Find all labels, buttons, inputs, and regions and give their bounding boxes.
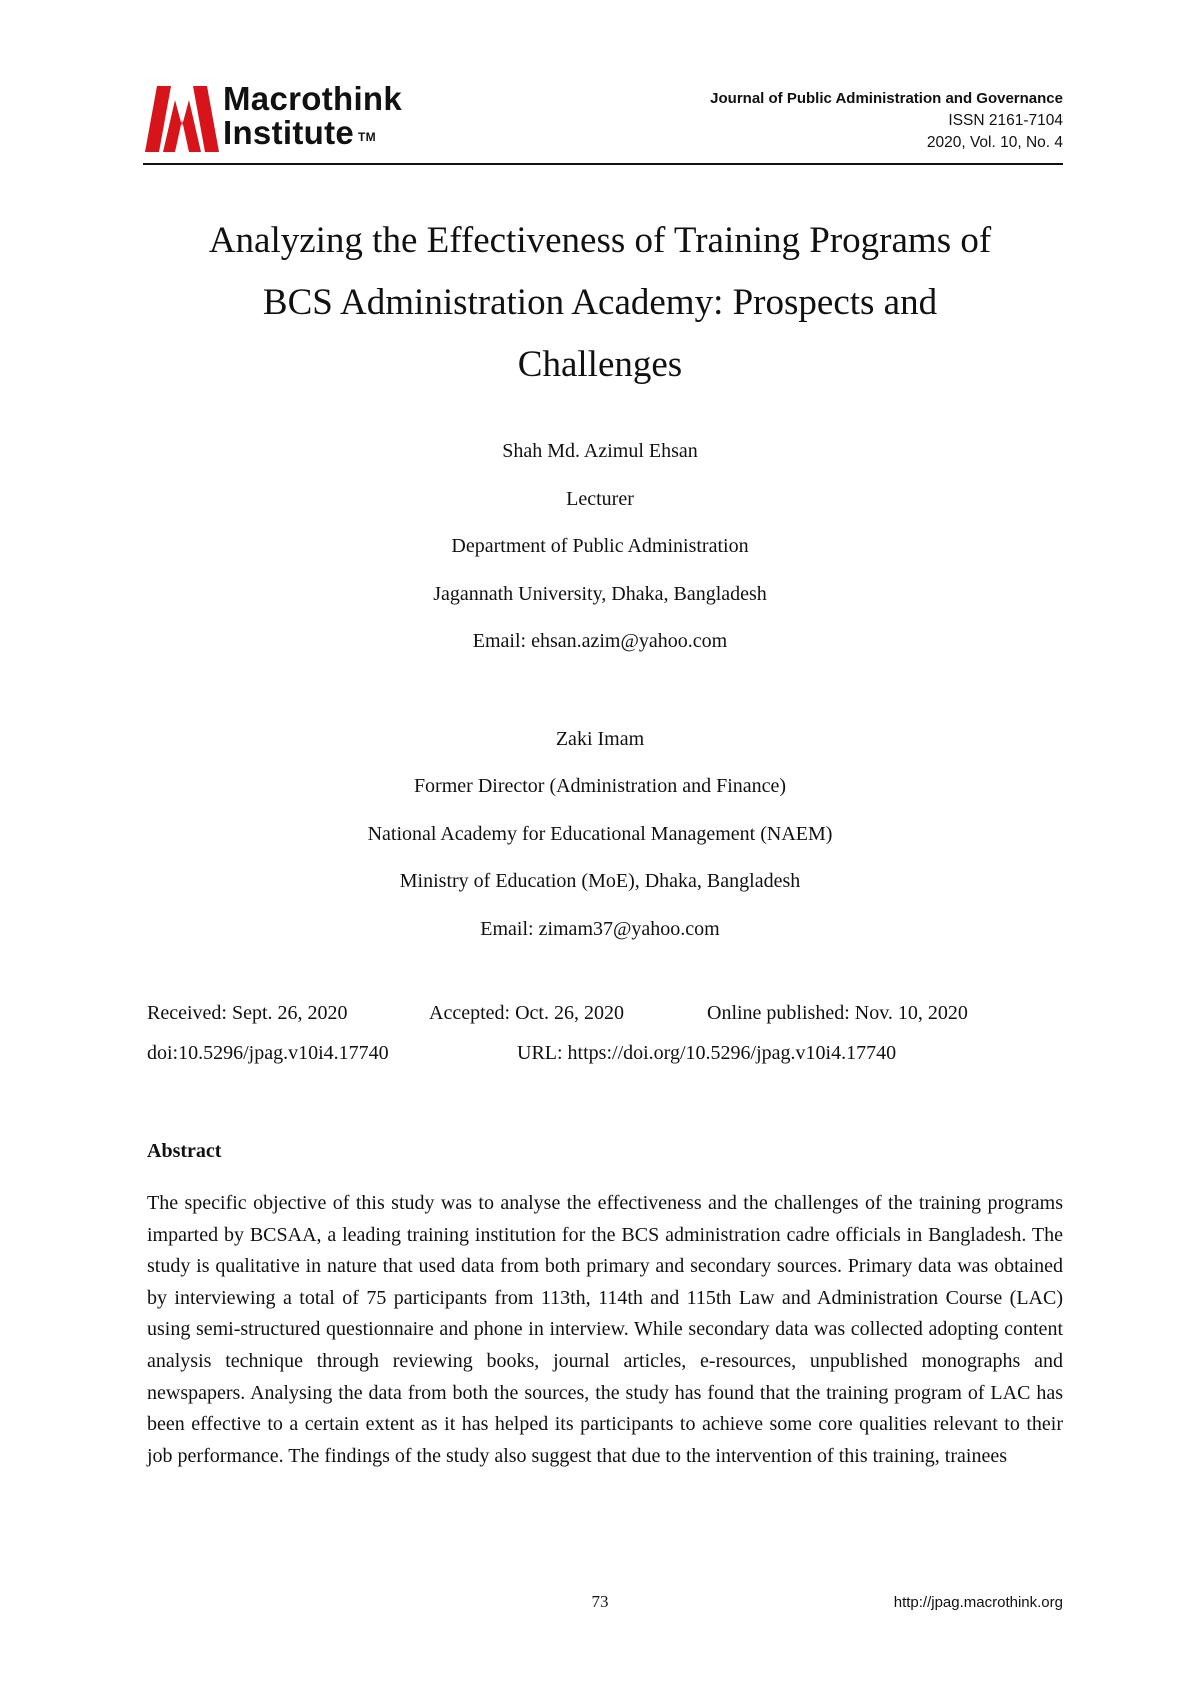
author-name: Zaki Imam	[555, 727, 645, 750]
abstract-text: The specific objective of this study was to analyse the effectiveness and the challenges of the training programs imparted by BCSAA, a leading training institution for the BCS administration cadre officials in Bangladesh. The study is qualitative in nature that used data from both primary and secondary sources. Primary data was obtained by interviewing a total of 75 participants from 113th, 114th and 115th Law and Administration Course (LAC) using semi-structured questionnaire and phone in interview. While secondary data was collected adopting content analysis technique through reviewing books, journal articles, e-resources, unpublished monographs and newspapers. Analysing the data from both the sources, the study has found that the training program of LAC has been effective to a certain extent as it has helped its participants to achieve some core qualities relevant to their job performance. The findings of the study also suggest that due to the intervention of this training, trainees	[147, 1192, 1063, 1467]
author-department: National Academy for Educational Management (NAEM)	[367, 822, 833, 845]
journal-name: Journal of Public Administration and Governance	[710, 90, 1063, 107]
issn: ISSN 2161-7104	[948, 112, 1063, 129]
paper-title	[130, 210, 1070, 396]
journal-url-link[interactable]: http://jpag.macrothink.org	[893, 1594, 1063, 1611]
logo-trademark: TM	[358, 130, 376, 144]
author-block	[130, 428, 1070, 953]
doi-url-link[interactable]: URL: https://doi.org/10.5296/jpag.v10i4.17740	[517, 1042, 897, 1064]
author-email[interactable]: Email: zimam37@yahoo.com	[480, 917, 720, 940]
author-1	[130, 428, 1070, 666]
author-position: Former Director (Administration and Finance)	[413, 775, 787, 797]
doi: doi:10.5296/jpag.v10i4.17740	[147, 1042, 389, 1064]
received-date: Received: Sept. 26, 2020	[147, 1002, 348, 1024]
author-department: Department of Public Administration	[451, 535, 749, 557]
author-institution: Jagannath University, Dhaka, Bangladesh	[433, 582, 767, 605]
journal-info	[710, 88, 1063, 154]
page-number: 73	[591, 1592, 609, 1611]
logo-wordmark	[223, 82, 402, 150]
publication-dates	[147, 993, 968, 1073]
accepted-date: Accepted: Oct. 26, 2020	[429, 1002, 624, 1024]
author-name: Shah Md. Azimul Ehsan	[502, 440, 698, 462]
title-line: BCS Administration Academy: Prospects and	[262, 282, 938, 323]
header-divider	[143, 163, 1063, 165]
publisher-logo	[145, 82, 475, 158]
macrothink-m-icon	[145, 86, 219, 152]
author-institution: Ministry of Education (MoE), Dhaka, Bangladesh	[399, 870, 801, 892]
volume-issue: 2020, Vol. 10, No. 4	[926, 134, 1063, 151]
author-email[interactable]: Email: ehsan.azim@yahoo.com	[472, 630, 728, 652]
author-2	[130, 716, 1070, 954]
author-position: Lecturer	[566, 487, 634, 510]
logo-line2: Institute	[223, 114, 355, 151]
title-line: Challenges	[517, 344, 683, 385]
title-line: Analyzing the Effectiveness of Training Programs of	[208, 220, 992, 261]
published-date: Online published: Nov. 10, 2020	[707, 1002, 968, 1024]
logo-line1: Macrothink	[223, 80, 403, 117]
abstract-heading: Abstract	[147, 1140, 222, 1162]
